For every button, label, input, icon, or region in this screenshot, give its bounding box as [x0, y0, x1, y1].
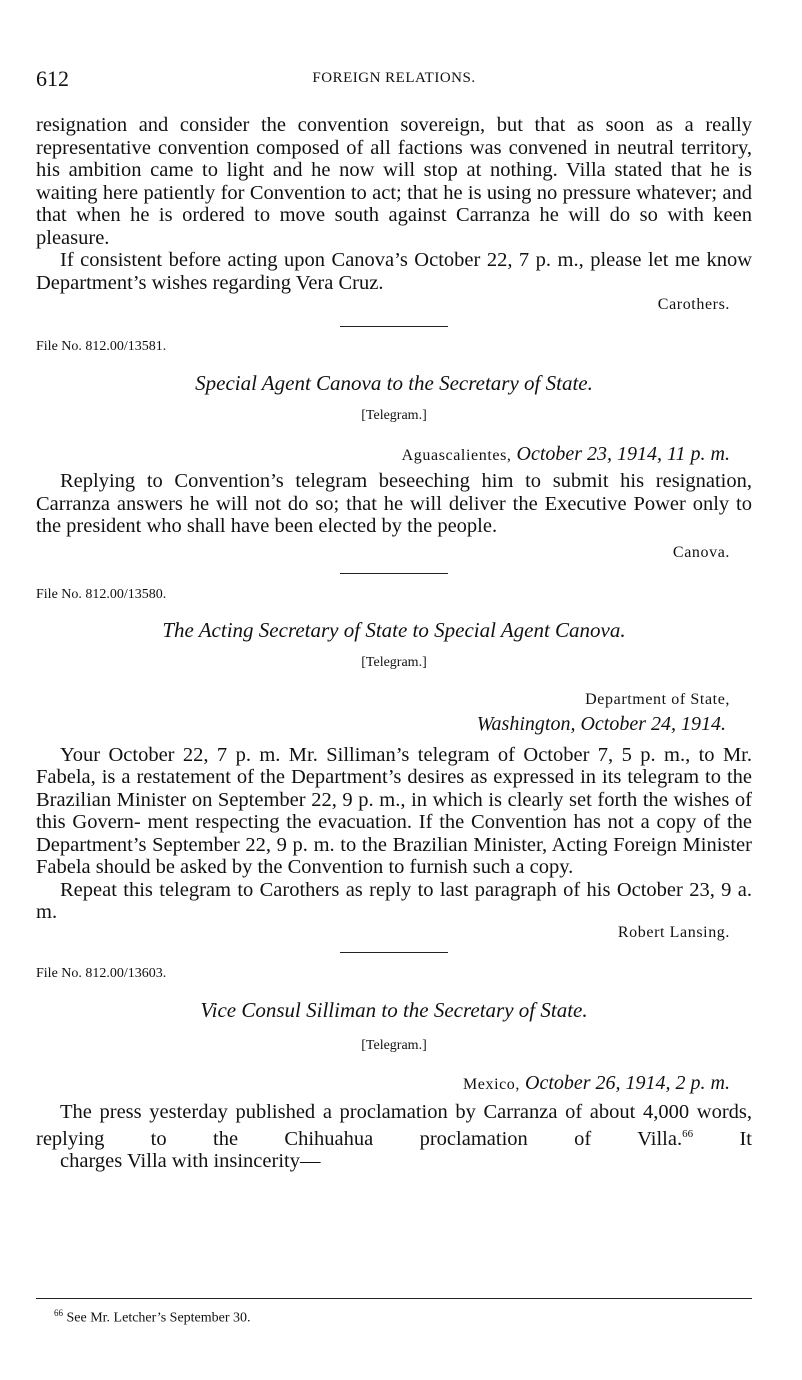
dateline: [36, 442, 752, 468]
dateline-date: October 26, 1914, 2 p. m.: [525, 1071, 730, 1094]
footnote: [54, 1308, 251, 1327]
silliman-paragraph: The press yesterday published a proclamation by Carranza of about 4,000 words, replying to the Chihuahua proclamation of Villa.$^{66}$ It charges Villa with insincerity—: [36, 1100, 752, 1173]
lansing-paragraph-2: Repeat this telegram to Carothers as reply to last paragraph of his October 23, 9 a. m.: [36, 878, 753, 923]
dateline-place: Mexico,: [462, 1075, 521, 1093]
dateline-place-line: [36, 686, 752, 712]
section-divider: [340, 326, 448, 327]
lansing-paragraph-1: Your October 22, 7 p. m. Mr. Silliman’s telegram of October 7, 5 p. m., to Mr. Fabela, is a restatement of the Department’s desires as expressed in its telegram to the Brazilian Minister on September 22, 9 p. m., in which is clearly set forth the wishes of this Govern- ment respecting the evacuation. If the Convention has not a copy of the Department’s September 22, 9 p. m. to the Brazilian Minister, Acting Foreign Minister Fabela should be asked by the Convention to furnish such a copy.: [36, 743, 752, 878]
dateline-place: Aguascalientes,: [401, 447, 512, 464]
telegram-label: [Telegram.]: [361, 1037, 427, 1053]
canova-paragraph: Replying to Convention’s telegram beseeching him to submit his resignation, Carranza answers he will not do so; that he will deliver the Executive Power only to the president who shall have been elected by the people.: [36, 470, 753, 537]
document-title: Special Agent Canova to the Secretary of State.: [195, 371, 593, 395]
file-number: File No. 812.00/13581.: [36, 339, 167, 354]
file-number: File No. 812.00/13603.: [36, 965, 167, 981]
telegram-label: [Telegram.]: [361, 654, 427, 670]
dateline-date: October 23, 1914, 11 p. m.: [516, 443, 730, 465]
footnote-number: 66: [54, 1308, 63, 1318]
carothers-paragraph-1: resignation and consider the convention sovereign, but that as soon as a really representative convention composed of all factions was convened in neutral territory, his ambition came to light and he now will stop at nothing. Villa stated that he is waiting here patiently for Convention to act; that he is using no pressure whatever; and that when he is ordered to move south against Carranza he will do so with keen pleasure.: [36, 114, 753, 249]
document-title: The Acting Secretary of State to Special Agent Canova.: [162, 617, 626, 642]
section-divider: [340, 573, 448, 574]
dateline-place: Department of State,: [585, 690, 730, 708]
page-number: 612: [36, 66, 69, 91]
signature-carothers: Carothers.: [657, 296, 730, 313]
footnote-text: See Mr. Letcher’s September 30.: [63, 1310, 251, 1326]
footnote-divider: [36, 1298, 752, 1299]
document-title: Vice Consul Silliman to the Secretary of State.: [200, 997, 588, 1022]
page-header: [36, 66, 752, 96]
signature-lansing: Robert Lansing.: [617, 923, 730, 941]
footnote-reference: 66: [682, 1128, 694, 1140]
file-number: File No. 812.00/13580.: [36, 586, 167, 602]
telegram-label: [Telegram.]: [361, 408, 427, 423]
carothers-paragraph-2: If consistent before acting upon Canova’s October 22, 7 p. m., please let me know Department’s wishes regarding Vera Cruz.: [36, 249, 753, 294]
dateline-date-line: [36, 712, 752, 736]
signature-canova: Canova.: [672, 543, 730, 561]
page-body: [36, 114, 752, 1173]
section-divider: [340, 952, 448, 953]
dateline: [36, 1071, 752, 1097]
dateline-date: Washington, October 24, 1914.: [476, 712, 726, 735]
running-head: FOREIGN RELATIONS.: [312, 70, 476, 86]
